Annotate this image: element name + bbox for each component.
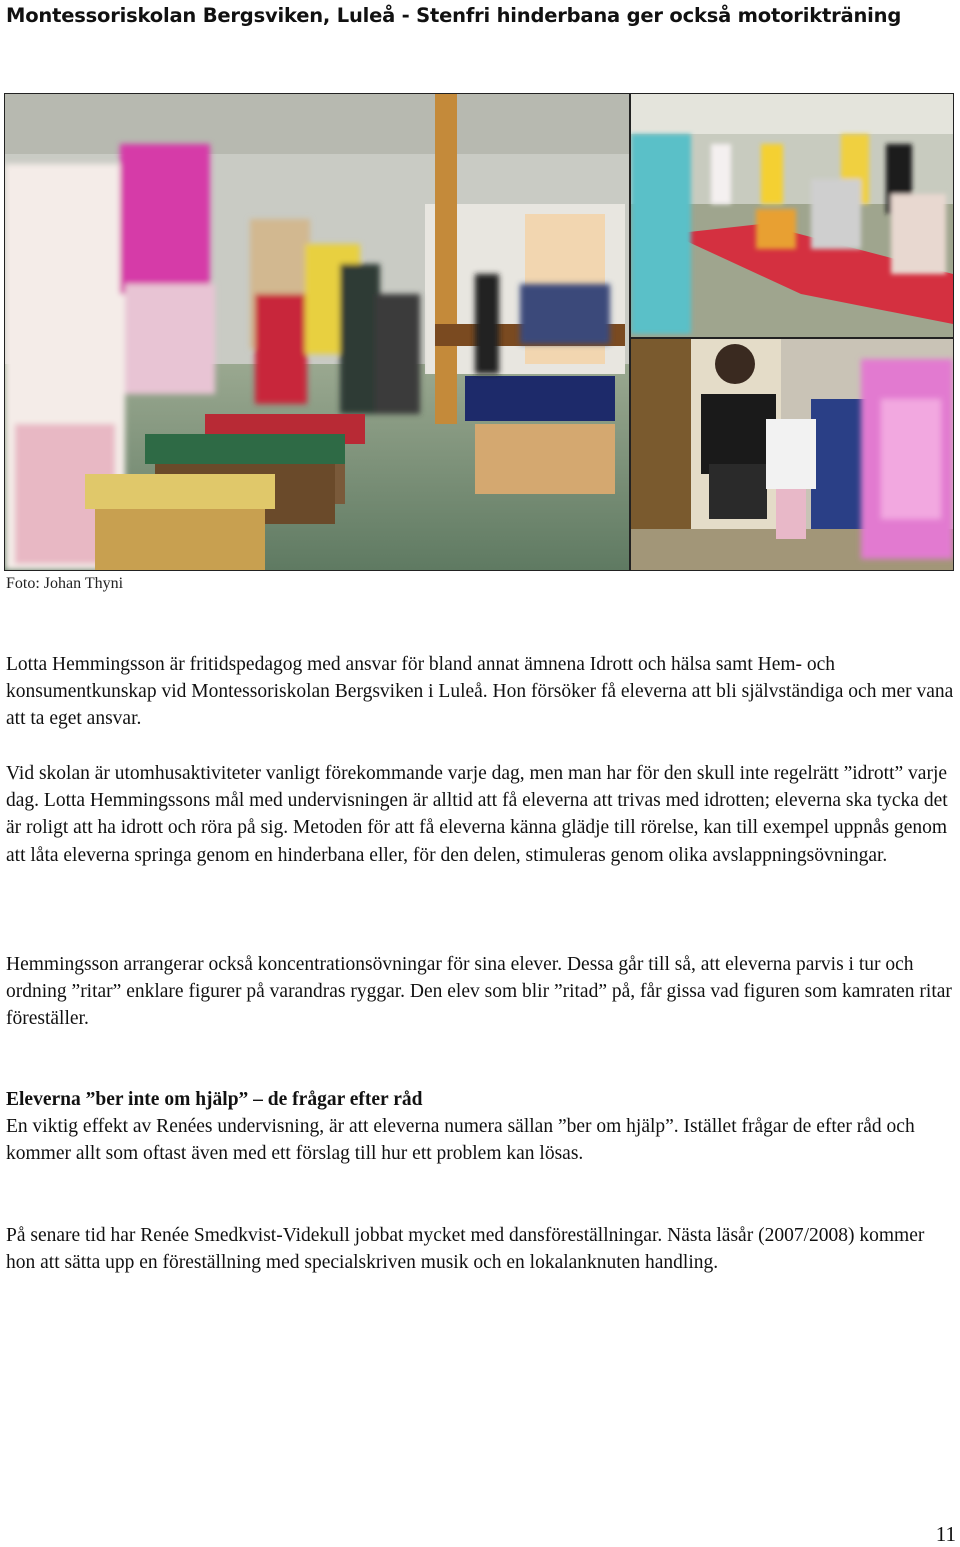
page-title: Montessoriskolan Bergsviken, Luleå - Stenfri hinderbana ger också motorikträning: [6, 4, 902, 27]
page-number: 11: [935, 1522, 956, 1546]
photo-caption: Foto: Johan Thyni: [6, 575, 124, 592]
children-walking-photo: [630, 338, 954, 571]
children-on-mats-photo: [630, 93, 954, 338]
paragraph-advice: En viktig effekt av Renées undervisning, är att eleverna numera sällan ”ber om hjälp”. Istället frågar de efter råd och kommer allt som oftast även med ett förslag till hur ett problem kan lösas.: [6, 1116, 915, 1165]
paragraph-concentration-exercises: Hemmingsson arrangerar också koncentrationsövningar för sina elever. Dessa går till så, att eleverna parvis i tur och ordning ”ritar” enklare figurer på varandras ryggar. Den elev som blir ”ritad” på, får gissa vad figuren som kamraten ritar föreställer.: [6, 954, 952, 1030]
paragraph-outdoor-activities: Vid skolan är utomhusaktiviteter vanligt förekommande varje dag, men man har för den skull inte regelrätt ”idrott” varje dag. Lotta Hemmingssons mål med undervisningen är alltid att få eleverna att trivas med idrotten; eleverna ska tycka det är roligt att ha idrott och röra på sig. Metoden för att få eleverna känna glädje till rörelse, kan till exempel uppnås genom att låta eleverna springa genom en hinderbana eller, för den delen, stimuleras genom olika avslappningsövningar.: [6, 763, 948, 866]
paragraph-dance-performances: På senare tid har Renée Smedkvist-Videkull jobbat mycket med dansföreställningar. Nästa läsår (2007/2008) kommer hon att sätta upp en föreställning med specialskriven musik och en lokalanknuten handling.: [6, 1225, 925, 1274]
section-heading: Eleverna ”ber inte om hjälp” – de frågar efter råd: [6, 1089, 423, 1110]
paragraph-intro: Lotta Hemmingsson är fritidspedagog med ansvar för bland annat ämnena Idrott och hälsa samt Hem- och konsumentkunskap vid Montessoriskolan Bergsviken i Luleå. Hon försöker få eleverna att bli självständiga och mer vana att ta eget ansvar.: [6, 654, 954, 730]
section-advice: [6, 1086, 956, 1168]
gym-hall-obstacle-course-photo: [4, 93, 630, 571]
